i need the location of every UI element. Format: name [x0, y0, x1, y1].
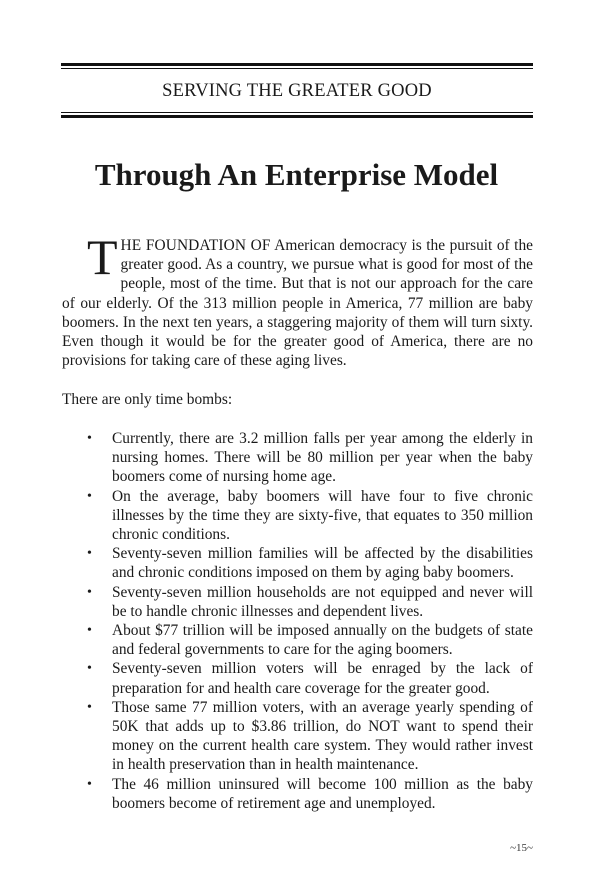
section-header: SERVING THE GREATER GOOD [162, 81, 432, 101]
list-item-text: Seventy-seven million households are not equipped and never will be to handle chronic illnesses and dependent lives. [112, 583, 533, 620]
bullet-icon: • [87, 776, 92, 792]
list-item [62, 544, 533, 582]
bullet-icon: • [87, 488, 92, 504]
page-number: ~15~ [510, 842, 533, 854]
bullet-list [62, 429, 533, 813]
list-item-text: Seventy-seven million voters will be enraged by the lack of preparation for and health care coverage for the greater good. [112, 660, 533, 697]
bullet-icon: • [87, 431, 92, 446]
intro-paragraph [62, 229, 533, 370]
list-item-text: About $77 trillion will be imposed annually on the budgets of state and federal governments to care for the aging boomers. [112, 622, 533, 659]
bullet-icon: • [87, 584, 92, 600]
list-item-text: The 46 million uninsured will become 100 million as the baby boomers become of retirement age and unemployed. [112, 775, 533, 812]
bullet-icon: • [87, 546, 92, 562]
list-item [62, 583, 533, 621]
intro-text: American democracy is the pursuit of the greater good. As a country, we pursue what is good for most of the people, most of the time. But that is not our approach for the care of our elderly. Of the 313 million people in America, 77 million are baby boomers. In the next ten years, a staggering majority of them will turn sixty. Even though it would be for the greater good of America, there are no provisions for taking care of these aging lives. [62, 237, 533, 370]
bullet-icon: • [87, 699, 92, 715]
page-title: Through An Enterprise Model [94, 157, 499, 192]
header-rule-top [61, 63, 533, 69]
intro-lead-caps: HE FOUNDATION OF [120, 237, 271, 254]
header-rule-bottom [61, 112, 533, 118]
drop-cap: T [87, 229, 118, 285]
list-item [62, 621, 533, 659]
list-item-text: Seventy-seven million families will be affected by the disabilities and chronic conditions imposed on them by aging baby boomers. [112, 545, 533, 582]
list-item [62, 659, 533, 697]
list-item-text: Those same 77 million voters, with an average yearly spending of 50K that adds up to $3.86 trillion, do NOT want to spend their money on the current health care system. They would rather invest in health preservation than in health maintenance. [112, 698, 533, 774]
list-item [62, 775, 533, 813]
bullet-icon: • [87, 623, 92, 639]
list-item [62, 487, 533, 545]
list-item-text: On the average, baby boomers will have four to five chronic illnesses by the time they are sixty-five, that equates to 350 million chronic conditions. [112, 487, 533, 544]
bullet-icon: • [87, 661, 92, 677]
list-item-text: Currently, there are 3.2 million falls per year among the elderly in nursing homes. There will be 80 million per year when the baby boomers come of nursing home age. [112, 430, 533, 486]
list-item [62, 429, 533, 487]
list-lead-in: There are only time bombs: [62, 391, 233, 408]
list-item [62, 698, 533, 775]
